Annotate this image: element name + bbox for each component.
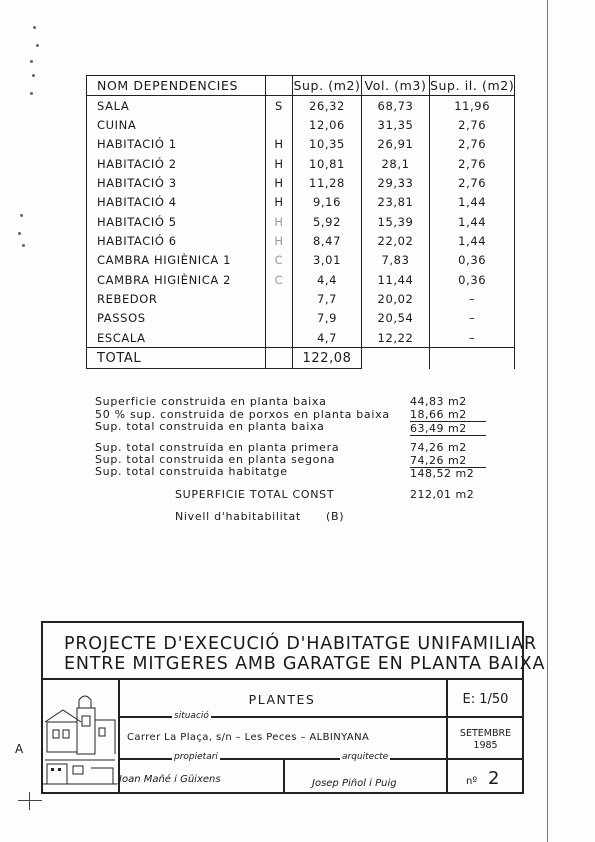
room-vol: 23,81 [362, 193, 430, 212]
header-sup: Sup. (m2) [293, 76, 362, 96]
scan-speck [30, 92, 33, 95]
room-code: H [266, 154, 293, 173]
scan-speck [33, 26, 36, 29]
room-sup: 5,92 [293, 212, 362, 231]
room-sup: 12,06 [293, 115, 362, 134]
room-supil: 1,44 [430, 193, 515, 212]
sheet-number-label: nº [466, 776, 478, 787]
tb-divider [283, 758, 285, 794]
page-edge-line [547, 0, 548, 842]
arquitecte-value: Josep Piñol i Puig [312, 778, 397, 789]
room-sup: 11,28 [293, 173, 362, 192]
situacio-value: Carrer La Plaça, s/n – Les Peces – ALBINYANA [127, 732, 370, 743]
room-name: CAMBRA HIGIÈNICA 1 [87, 251, 266, 270]
habitability-value: (B) [326, 510, 345, 523]
header-supil: Sup. il. (m2) [430, 76, 515, 96]
table-row [87, 289, 515, 308]
arquitecte-label: arquitecte [342, 752, 389, 762]
table-row [87, 328, 515, 348]
surface-value: 18,66 m2 [410, 408, 486, 422]
room-supil: – [430, 328, 515, 348]
room-name: HABITACIÓ 4 [87, 193, 266, 212]
room-name: HABITACIÓ 5 [87, 212, 266, 231]
project-title-line2: ENTRE MITGERES AMB GARATGE EN PLANTA BAIXA [64, 654, 546, 674]
room-sup: 8,47 [293, 231, 362, 250]
room-vol: 26,91 [362, 135, 430, 154]
room-name: CUINA [87, 115, 266, 134]
room-sup: 7,9 [293, 309, 362, 328]
room-code [266, 328, 293, 348]
surface-label: Superficie construida en planta baixa [95, 395, 327, 408]
room-code: H [266, 212, 293, 231]
room-code [266, 289, 293, 308]
room-sup: 26,32 [293, 96, 362, 116]
room-sup: 10,35 [293, 135, 362, 154]
room-vol: 68,73 [362, 96, 430, 116]
room-vol: 12,22 [362, 328, 430, 348]
table-row [87, 173, 515, 192]
table-row [87, 309, 515, 328]
room-supil: 2,76 [430, 135, 515, 154]
room-supil: 0,36 [430, 270, 515, 289]
room-vol: 22,02 [362, 231, 430, 250]
room-code: H [266, 173, 293, 192]
sheet-title: PLANTES [248, 692, 316, 707]
surface-value: 63,49 m2 [410, 422, 486, 436]
room-name: PASSOS [87, 309, 266, 328]
table-row [87, 154, 515, 173]
total-surface-value: 212,01 m2 [410, 488, 475, 501]
room-sup: 10,81 [293, 154, 362, 173]
surface-label: 50 % sup. construida de porxos en planta baixa [95, 408, 390, 421]
sheet-number: 2 [488, 768, 500, 789]
room-supil: 1,44 [430, 231, 515, 250]
room-supil: 11,96 [430, 96, 515, 116]
room-sup: 7,7 [293, 289, 362, 308]
room-vol: 7,83 [362, 251, 430, 270]
room-supil: 2,76 [430, 115, 515, 134]
total-code [266, 348, 293, 369]
scan-speck [30, 60, 33, 63]
room-vol: 31,35 [362, 115, 430, 134]
room-name: SALA [87, 96, 266, 116]
scan-speck [18, 232, 21, 235]
table-total-row [87, 348, 515, 369]
room-code: H [266, 231, 293, 250]
scan-speck [32, 74, 35, 77]
table-row [87, 212, 515, 231]
village-logo-icon [43, 680, 117, 792]
room-name: HABITACIÓ 1 [87, 135, 266, 154]
header-name: NOM DEPENDENCIES [87, 76, 266, 96]
margin-tick [18, 800, 42, 801]
total-supil [430, 348, 515, 369]
total-vol [362, 348, 430, 369]
room-vol: 15,39 [362, 212, 430, 231]
room-sup: 4,4 [293, 270, 362, 289]
room-name: CAMBRA HIGIÈNICA 2 [87, 270, 266, 289]
room-name: HABITACIÓ 6 [87, 231, 266, 250]
surface-label: Sup. total construida en planta baixa [95, 420, 325, 433]
propietari-value: Joan Mañé i Güixens [119, 774, 221, 785]
room-code: C [266, 251, 293, 270]
surface-label: Sup. total construida habitatge [95, 465, 288, 478]
room-sup: 3,01 [293, 251, 362, 270]
room-sup: 9,16 [293, 193, 362, 212]
table-row [87, 193, 515, 212]
total-label: TOTAL [87, 348, 266, 369]
rooms-table [86, 75, 515, 369]
habitability-label: Nivell d'habitabilitat [175, 510, 301, 523]
table-row [87, 115, 515, 134]
table-header-row [87, 76, 515, 96]
room-name: ESCALA [87, 328, 266, 348]
total-sup: 122,08 [293, 348, 362, 369]
room-code: H [266, 193, 293, 212]
room-code: S [266, 96, 293, 116]
scan-speck [20, 214, 23, 217]
situacio-label: situació [174, 711, 209, 721]
room-vol: 20,02 [362, 289, 430, 308]
room-code [266, 309, 293, 328]
propietari-label: propietari [174, 752, 218, 762]
room-vol: 11,44 [362, 270, 430, 289]
room-vol: 28,1 [362, 154, 430, 173]
room-vol: 20,54 [362, 309, 430, 328]
room-name: REBEDOR [87, 289, 266, 308]
room-name: HABITACIÓ 3 [87, 173, 266, 192]
table-row [87, 96, 515, 116]
margin-letter: A [15, 742, 24, 756]
table-row [87, 270, 515, 289]
room-code: H [266, 135, 293, 154]
date-year: 1985 [473, 740, 498, 751]
table-row [87, 231, 515, 250]
room-supil: 1,44 [430, 212, 515, 231]
room-name: HABITACIÓ 2 [87, 154, 266, 173]
surface-label: Sup. total construida en planta primera [95, 441, 340, 454]
project-title-line1: PROJECTE D'EXECUCIÓ D'HABITATGE UNIFAMILIAR [64, 634, 537, 654]
room-code [266, 115, 293, 134]
room-supil: – [430, 289, 515, 308]
room-supil: 2,76 [430, 173, 515, 192]
total-surface-label: SUPERFICIE TOTAL CONST [175, 488, 335, 501]
room-code: C [266, 270, 293, 289]
surface-value: 74,26 m2 [410, 454, 486, 468]
scale: E: 1/50 [462, 692, 509, 707]
scan-speck [22, 244, 25, 247]
table-row [87, 251, 515, 270]
margin-tick [29, 792, 30, 810]
date-month: SETEMBRE [459, 728, 512, 739]
scan-speck [36, 44, 39, 47]
surface-value: 74,26 m2 [410, 441, 467, 454]
header-code [266, 76, 293, 96]
surface-value: 44,83 m2 [410, 395, 467, 408]
room-supil: 0,36 [430, 251, 515, 270]
table-row [87, 135, 515, 154]
room-vol: 29,33 [362, 173, 430, 192]
room-supil: – [430, 309, 515, 328]
surface-value: 148,52 m2 [410, 467, 475, 480]
room-sup: 4,7 [293, 328, 362, 348]
surface-label: Sup. total construida en planta segona [95, 453, 336, 466]
header-vol: Vol. (m3) [362, 76, 430, 96]
room-supil: 2,76 [430, 154, 515, 173]
